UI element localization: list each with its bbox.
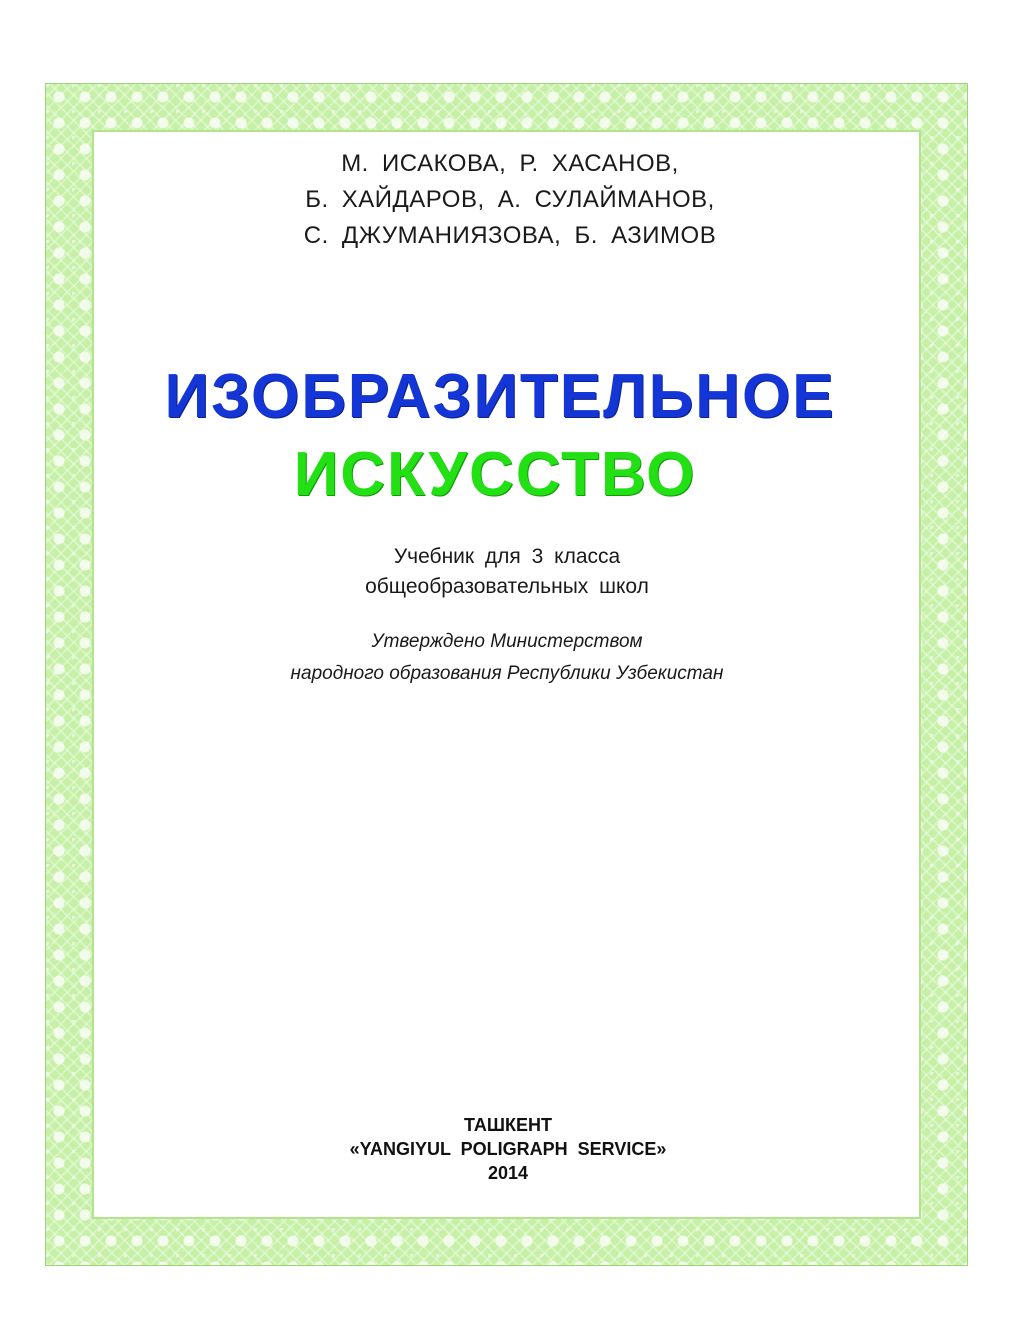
publisher-name: «YANGIYUL POLIGRAPH SERVICE» — [349, 1139, 667, 1159]
authors-line-2: Б. ХАЙДАРОВ, А. СУЛАЙМАНОВ, — [305, 186, 715, 213]
approval-note — [0, 626, 1014, 690]
publisher-city: ТАШКЕНТ — [464, 1115, 552, 1135]
subtitle-line-2: общеобразовательных школ — [365, 575, 649, 598]
authors-line-1: М. ИСАКОВА, Р. ХАСАНОВ, — [341, 150, 679, 177]
subtitle-line-1: Учебник для 3 класса — [393, 545, 621, 568]
book-subtitle — [0, 542, 1014, 602]
publisher-year: 2014 — [487, 1163, 529, 1183]
book-title-line-1: ИЗОБРАЗИТЕЛЬНОЕ — [164, 362, 836, 431]
book-title-line-2: ИСКУССТВО — [293, 440, 697, 509]
publisher-block — [0, 1113, 1016, 1185]
approval-line-2: народного образования Республики Узбекистан — [290, 663, 724, 684]
authors-block — [0, 146, 1020, 254]
approval-line-1: Утверждено Министерством — [371, 631, 643, 652]
authors-line-3: С. ДЖУМАНИЯЗОВА, Б. АЗИМОВ — [303, 222, 717, 249]
